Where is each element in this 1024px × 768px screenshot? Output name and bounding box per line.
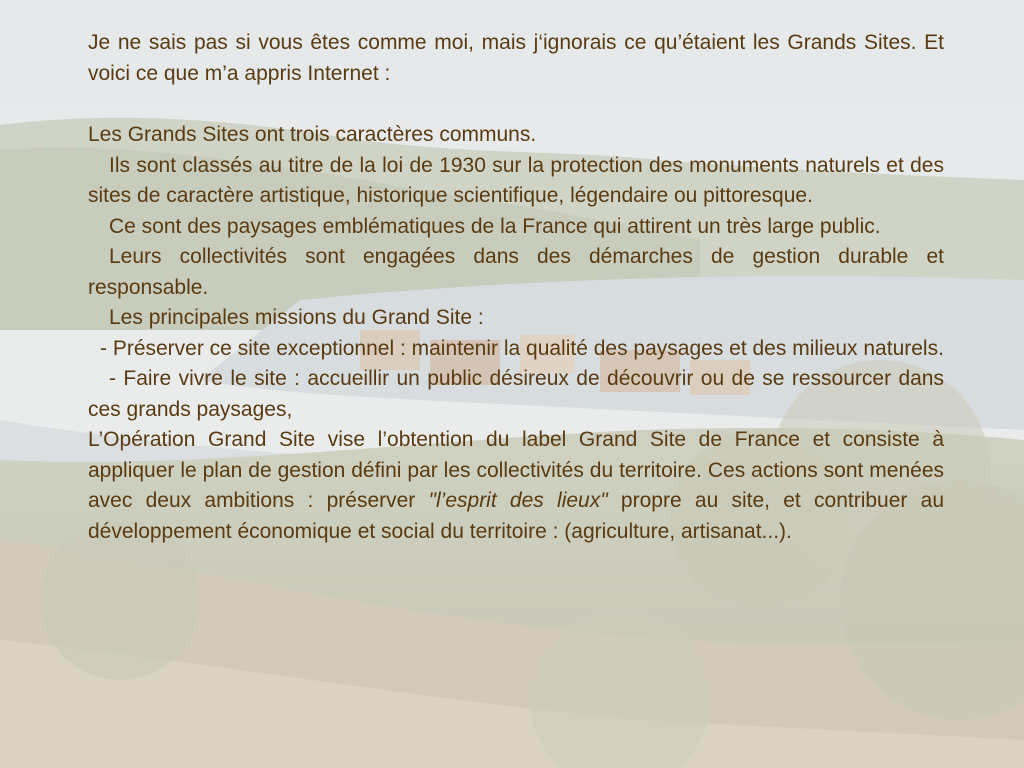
paragraph-operation-grand-site (88, 425, 944, 547)
intro-paragraph: Je ne sais pas si vous êtes comme moi, mais j‘ignorais ce qu’étaient les Grands Sites. Et voici ce que m’a appris Internet : (88, 31, 944, 85)
heading-line: Les Grands Sites ont trois caractères communs. (88, 123, 537, 146)
paragraph-classement: Ils sont classés au titre de la loi de 1930 sur la protection des monuments naturels et des sites de caractère artistique, historique scientifique, légendaire ou pittoresque. (88, 153, 944, 207)
mission-faire-vivre: - Faire vivre le site : accueillir un public désireux de découvrir ou de se ressourcer dans ces grands paysages, (88, 367, 944, 421)
paragraph-paysages: Ce sont des paysages emblématiques de la France qui attirent un très large public. (109, 214, 881, 238)
operation-text-start: L’Opération Grand Site vise l’obtention du label Grand Site de France et consiste à appliquer le plan de gestion défini par les collectivités du territoire. Ces actions sont menées avec deux ambitions : préserver (88, 428, 944, 512)
paragraph-collectivites: Leurs collectivités sont engagées dans des démarches de gestion durable et responsable. (88, 245, 944, 299)
operation-text-end: propre au site, et contribuer au développement économique et social du territoire : (agriculture, artisanat...). (88, 489, 944, 543)
paragraph-missions-title: Les principales missions du Grand Site : (109, 306, 484, 329)
esprit-des-lieux-quote: "l’esprit des lieux" (428, 489, 608, 512)
slide-text (88, 28, 944, 547)
mission-preserver: - Préserver ce site exceptionnel : maintenir la qualité des paysages et des milieux naturels. (100, 336, 944, 360)
